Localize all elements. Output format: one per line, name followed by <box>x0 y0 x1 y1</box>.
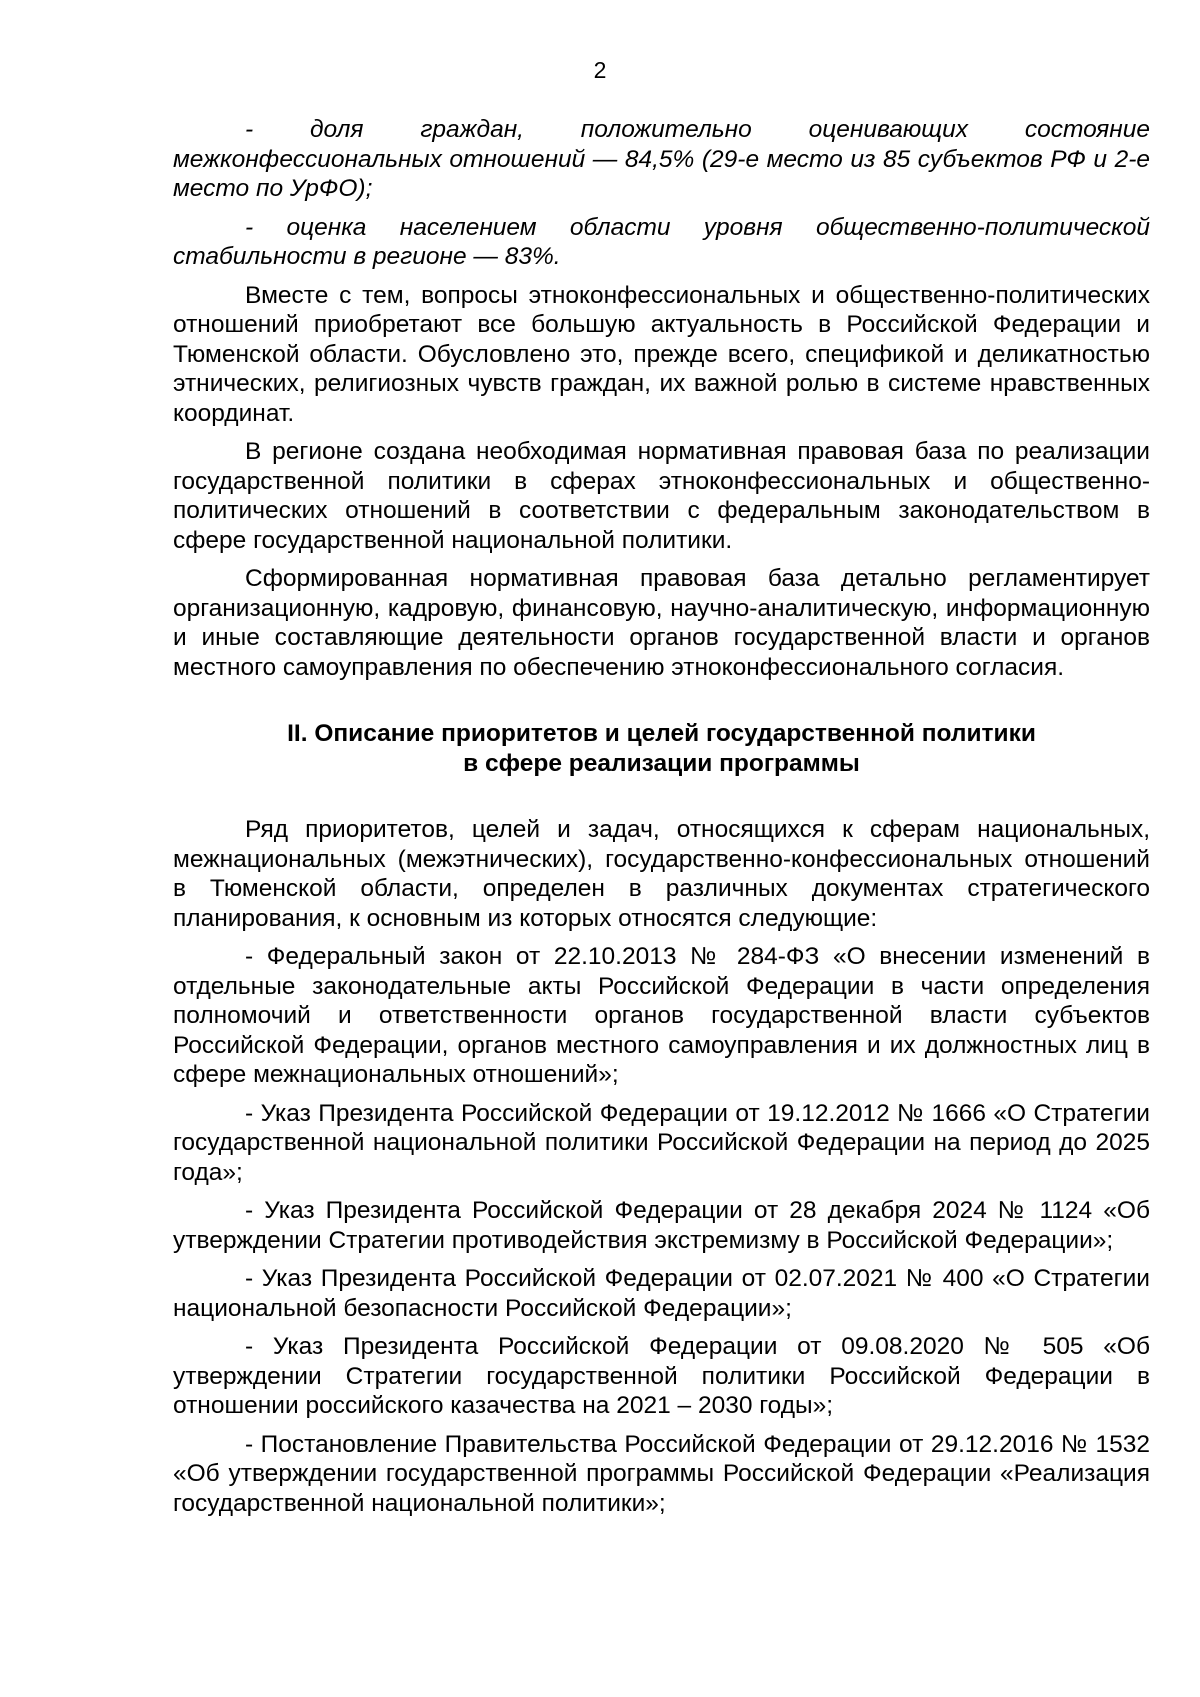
document-body <box>173 115 1150 1527</box>
list-item-decree-1124: - Указ Президента Российской Федерации от 28 декабря 2024 № 1124 «Об утверждении Стратегии противодействия экстремизму в Российской Федерации»; <box>173 1197 1150 1254</box>
paragraph-regulation: Сформированная нормативная правовая база детально регламентирует организационную, кадровую, финансовую, научно-аналитическую, информационную и иные составляющие деятельности органов государственной власти и органов местного самоуправления по обеспечению этноконфессионального согласия. <box>173 565 1150 681</box>
paragraph-legal-base: В регионе создана необходимая нормативная правовая база по реализации государственной политики в сферах этноконфессиональных и общественно-политических отношений в соответствии с федеральным законодательством в сфере государственной национальной политики. <box>173 438 1150 554</box>
section-heading <box>173 719 1150 778</box>
list-item-decree-1666: - Указ Президента Российской Федерации от 19.12.2012 № 1666 «О Стратегии государственной национальной политики Российской Федерации на период до 2025 года»; <box>173 1099 1150 1186</box>
paragraph-relevance: Вместе с тем, вопросы этноконфессиональных и общественно-политических отношений приобретают все большую актуальность в Российской Федерации и Тюменской области. Обусловлено это, прежде всего, спецификой и деликатностью этнических, религиозных чувств граждан, их важной ролью в системе нравственных координат. <box>173 281 1150 427</box>
paragraph-priorities-intro: Ряд приоритетов, целей и задач, относящихся к сферам национальных, межнациональных (межэтнических), государственно-конфессиональных отношений в Тюменской области, определен в различных документах стратегического планирования, к основным из которых относятся следующие: <box>173 816 1150 932</box>
section-heading-line-1: II. Описание приоритетов и целей государственной политики <box>287 720 1036 747</box>
list-item-resolution-1532: - Постановление Правительства Российской Федерации от 29.12.2016 № 1532 «Об утверждении государственной программы Российской Федерации «Реализация государственной национальной политики»; <box>173 1430 1150 1517</box>
page-number: 2 <box>593 57 607 83</box>
list-item-decree-400: - Указ Президента Российской Федерации от 02.07.2021 № 400 «О Стратегии национальной безопасности Российской Федерации»; <box>173 1265 1150 1322</box>
indicator-share-positive-assessment: - доля граждан, положительно оценивающих состояние межконфессиональных отношений — 84,5% (29-е место из 85 субъектов РФ и 2-е место по УрФО); <box>173 116 1150 202</box>
list-item-decree-505: - Указ Президента Российской Федерации от 09.08.2020 № 505 «Об утверждении Стратегии государственной политики Российской Федерации в отношении российского казачества на 2021 – 2030 годы»; <box>173 1333 1150 1419</box>
indicator-stability-assessment: - оценка населением области уровня общественно-политической стабильности в регионе — 83%. <box>173 213 1150 270</box>
list-item-federal-law-284: - Федеральный закон от 22.10.2013 № 284-ФЗ «О внесении изменений в отдельные законодательные акты Российской Федерации в части определения полномочий и ответственности органов государственной власти субъектов Российской Федерации, органов местного самоуправления и их должностных лиц в сфере межнациональных отношений»; <box>173 943 1150 1088</box>
section-heading-line-2: в сфере реализации программы <box>463 749 860 777</box>
